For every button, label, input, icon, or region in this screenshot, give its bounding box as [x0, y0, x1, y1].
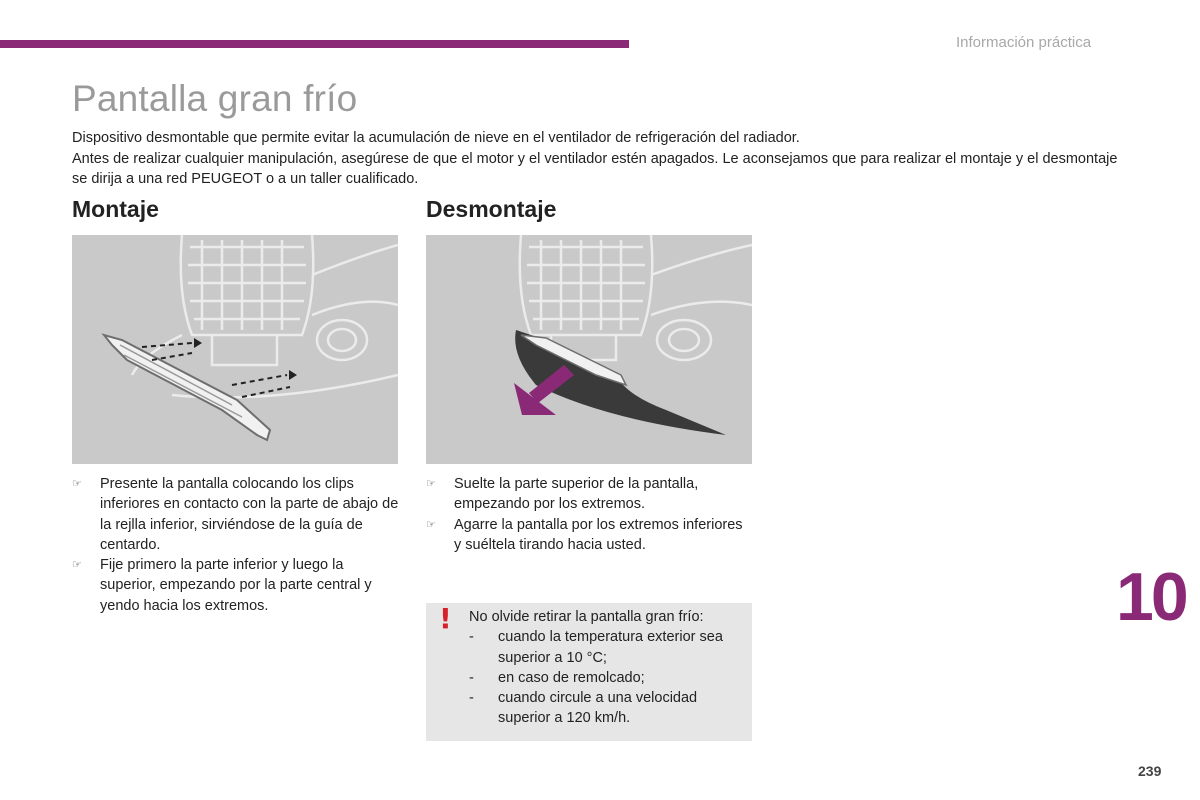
- chapter-number: 10: [1116, 559, 1186, 635]
- exclamation-icon: !: [439, 602, 452, 635]
- pointing-hand-icon: ☞: [426, 518, 436, 531]
- header-accent-bar: [0, 40, 629, 48]
- list-item: - cuando la temperatura exterior sea superior a 10 °C;: [469, 629, 723, 666]
- montaje-step-2: Fije primero la parte inferior y luego la superior, empezando por la parte central y yendo hacia los extremos.: [100, 557, 372, 614]
- warning-list: [469, 627, 742, 728]
- intro-paragraph-2: Antes de realizar cualquier manipulación, asegúrese de que el motor y el ventilador estén apagados. Le aconsejamos que para realizar el montaje y el desmontaje se dirija a una red PEUGEOT o a un taller cualificado.: [72, 150, 1118, 187]
- list-item: [72, 474, 402, 555]
- warning-item-1: cuando la temperatura exterior sea superior a 10 °C;: [498, 629, 723, 666]
- intro-text: [72, 128, 1132, 190]
- montaje-illustration: [72, 235, 398, 464]
- list-item: [72, 555, 402, 616]
- pointing-hand-icon: ☞: [426, 478, 436, 490]
- list-item: [426, 515, 752, 556]
- warning-box: [426, 603, 752, 741]
- montaje-step-1: Presente la pantalla colocando los clips inferiores en contacto con la parte de abajo de la rejlla inferior, sirviéndose de la guía de centardo.: [100, 476, 399, 553]
- montaje-heading: Montaje: [72, 196, 159, 222]
- desmontaje-step-2: Agarre la pantalla por los extremos inferiores y suéltela tirando hacia usted.: [454, 516, 743, 553]
- list-item: - en caso de remolcado;: [469, 669, 645, 686]
- warning-intro: No olvide retirar la pantalla gran frío:: [469, 609, 704, 625]
- intro-paragraph-1: Dispositivo desmontable que permite evitar la acumulación de nieve en el ventilador de refrigeración del radiador.: [72, 130, 800, 146]
- section-name: Información práctica: [956, 34, 1092, 51]
- page-number: 239: [1138, 763, 1162, 779]
- desmontaje-steps: [426, 474, 752, 555]
- desmontaje-heading: Desmontaje: [426, 196, 557, 222]
- list-item: [426, 474, 752, 515]
- pointing-hand-icon: ☞: [72, 559, 82, 572]
- desmontaje-illustration: [426, 235, 752, 464]
- montaje-steps: [72, 474, 402, 616]
- list-item: - cuando circule a una velocidad superior a 120 km/h.: [469, 690, 698, 727]
- warning-item-3: cuando circule a una velocidad superior a 120 km/h.: [498, 690, 698, 727]
- desmontaje-step-1: Suelte la parte superior de la pantalla, empezando por los extremos.: [454, 476, 699, 513]
- pointing-hand-icon: ☞: [72, 478, 82, 490]
- page-title: Pantalla gran frío: [72, 78, 358, 119]
- warning-item-2: en caso de remolcado;: [498, 669, 645, 686]
